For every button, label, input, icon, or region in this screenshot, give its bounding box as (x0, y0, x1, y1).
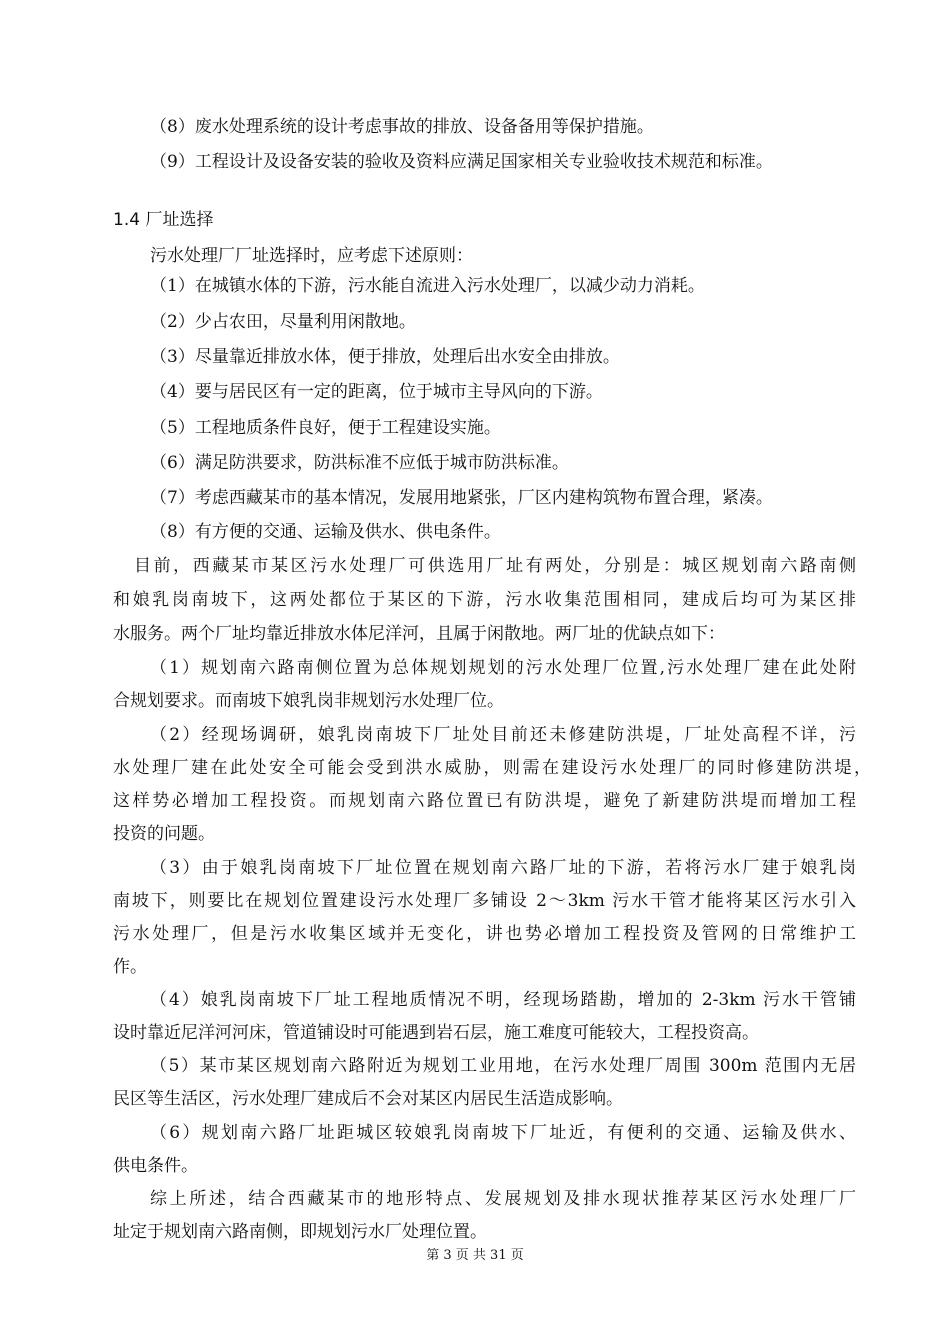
principle-item: （8）有方便的交通、运输及供水、供电条件。 (150, 522, 501, 542)
paragraph-line: 污水处理厂，但是污水收集区域并无变化，讲也势必增加工程投资及管网的日常维护工 (113, 924, 856, 944)
section-heading: 1.4 厂址选择 (113, 210, 214, 230)
paragraph-line: 和娘乳岗南坡下，这两处都位于某区的下游，污水收集范围相同，建成后均可为某区排 (113, 590, 856, 610)
principle-item: （5）工程地质条件良好，便于工程建设实施。 (150, 418, 501, 438)
paragraph-line: 水服务。两个厂址均靠近排放水体尼洋河，且属于闲散地。两厂址的优缺点如下： (113, 624, 725, 644)
principle-item: （1）在城镇水体的下游，污水能自流进入污水处理厂，以减少动力消耗。 (150, 276, 705, 296)
principle-item: （2）少占农田，尽量利用闲散地。 (150, 312, 416, 332)
paragraph-line: 综上所述，结合西藏某市的地形特点、发展规划及排水现状推荐某区污水处理厂厂 (150, 1189, 856, 1209)
paragraph-line: 这样势必增加工程投资。而规划南六路位置已有防洪堤，避免了新建防洪堤而增加工程 (113, 791, 856, 811)
paragraph-line: 址定于规划南六路南侧，即规划污水厂处理位置。 (113, 1222, 487, 1242)
paragraph-line: 目前，西藏某市某区污水处理厂可供选用厂址有两处，分别是：城区规划南六路南侧 (134, 556, 856, 576)
paragraph-line: 投资的问题。 (113, 824, 215, 844)
paragraph-line: （6）规划南六路厂址距城区较娘乳岗南坡下厂址近，有便利的交通、运输及供水、 (150, 1123, 856, 1143)
paragraph-line: 合规划要求。而南坡下娘乳岗非规划污水处理厂位。 (113, 691, 504, 711)
principle-item: （3）尽量靠近排放水体，便于排放，处理后出水安全由排放。 (150, 347, 620, 367)
page-footer: 第 3 页 共 31 页 (426, 1248, 524, 1263)
paragraph-line: 南坡下，则要比在规划位置建设污水处理厂多铺设 2～3km 污水干管才能将某区污水引入 (113, 891, 856, 911)
paragraph-line: （1）规划南六路南侧位置为总体规划规划的污水处理厂位置,污水处理厂建在此处附 (150, 658, 856, 678)
paragraph-line: 设时靠近尼洋河河床，管道铺设时可能遇到岩石层，施工难度可能较大，工程投资高。 (113, 1023, 759, 1043)
paragraph-line: （2）经现场调研，娘乳岗南坡下厂址处目前还未修建防洪堤，厂址处高程不详，污 (150, 725, 856, 745)
paragraph-line: 水处理厂建在此处安全可能会受到洪水威胁，则需在建设污水处理厂的同时修建防洪堤， (113, 758, 871, 778)
principle-item: （7）考虑西藏某市的基本情况，发展用地紧张，厂区内建构筑物布置合理，紧凑。 (150, 488, 773, 508)
intro-paragraph: 污水处理厂厂址选择时，应考虑下述原则： (150, 246, 473, 266)
list-item: （8）废水处理系统的设计考虑事故的排放、设备备用等保护措施。 (150, 117, 654, 137)
paragraph-line: （3）由于娘乳岗南坡下厂址位置在规划南六路厂址的下游，若将污水厂建于娘乳岗 (150, 858, 856, 878)
paragraph-line: （4）娘乳岗南坡下厂址工程地质情况不明，经现场踏勘，增加的 2-3km 污水干管铺 (150, 990, 856, 1010)
principle-item: （6）满足防洪要求，防洪标准不应低于城市防洪标准。 (150, 453, 569, 473)
principle-item: （4）要与居民区有一定的距离，位于城市主导风向的下游。 (150, 382, 603, 402)
paragraph-line: 作。 (113, 957, 147, 977)
paragraph-line: 供电条件。 (113, 1156, 198, 1176)
paragraph-line: 民区等生活区，污水处理厂建成后不会对某区内居民生活造成影响。 (113, 1089, 623, 1109)
paragraph-line: （5）某市某区规划南六路附近为规划工业用地，在污水处理厂周围 300m 范围内无居 (150, 1056, 856, 1076)
list-item: （9）工程设计及设备安装的验收及资料应满足国家相关专业验收技术规范和标准。 (150, 152, 773, 172)
